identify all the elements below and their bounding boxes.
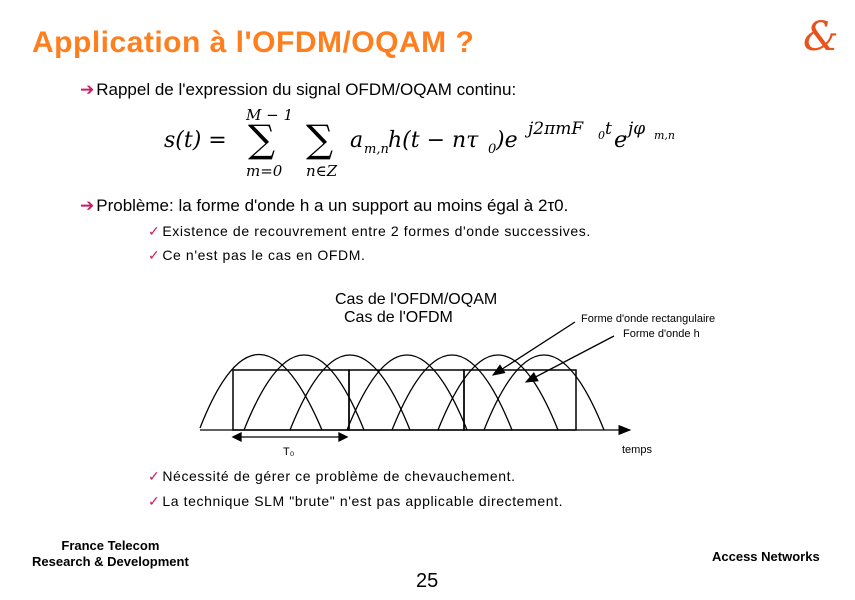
label-tau0: T₀ [283,446,295,458]
formula-a: a [350,128,364,153]
formula-exp1-t: t [605,119,612,139]
svg-text:∑: ∑ [306,117,334,161]
arrow-h-pointer [526,336,614,382]
bullet-rappel-text: Rappel de l'expression du signal OFDM/OQAM continu: [96,80,517,99]
check-icon: ✓ [148,223,161,239]
formula-a-sub: m,n [364,142,389,157]
label-h-waveform: Forme d'onde h [623,328,700,340]
page-title: Application à l'OFDM/OQAM ? [32,26,475,59]
label-rect-waveform: Forme d'onde rectangulaire [581,313,716,325]
sub-bullet-3-text: Nécessité de gérer ce problème de chevauchement. [162,468,516,484]
check-icon: ✓ [148,247,161,263]
formula-exp2: jφ [628,119,646,139]
formula-lhs: s(t) = [164,128,227,153]
formula-sum2-bottom: n∈Z [306,162,338,180]
formula-e2: e [614,128,628,153]
formula-sum1-bottom: m=0 [246,162,283,180]
arrow-bullet-icon: ➔ [80,196,95,215]
footer-access-networks: Access Networks [712,549,820,564]
sub-bullet-3 [148,468,516,485]
arrow-rect-pointer [493,322,575,375]
page-number: 25 [416,570,439,592]
sub-bullet-1-text: Existence de recouvrement entre 2 formes d'onde successives. [162,223,591,239]
formula-h-close: )e [496,128,518,153]
formula-h: h(t − nτ [388,128,479,153]
footer-company-line1: France Telecom [61,538,160,553]
formula-exp2-sub: m,n [654,129,676,142]
label-ofdm: Cas de l'OFDM [344,309,453,326]
logo-ampersand: & [803,14,839,60]
h-waveform-5 [392,355,512,430]
sub-bullet-2-text: Ce n'est pas le cas en OFDM. [162,247,366,263]
formula-exp1-sub: 0 [598,129,605,142]
h-waveform-4 [347,355,467,430]
formula-h-sub: 0 [488,142,497,157]
h-waveform-7 [484,355,604,430]
footer-company [32,538,189,570]
check-icon: ✓ [148,468,161,484]
h-waveform-3 [290,355,410,430]
label-temps: temps [622,444,652,456]
h-waveform-6 [438,355,558,430]
svg-text:∑: ∑ [248,117,276,161]
bullet-probleme-text: Problème: la forme d'onde h a un support au moins égal à 2τ0. [96,196,569,215]
footer-company-line2: Research & Development [32,554,189,569]
sub-bullet-4 [148,493,563,510]
formula-sum1-top: M − 1 [246,106,294,124]
check-icon: ✓ [148,493,161,509]
formula-exp1: j2πmF [528,119,584,139]
label-oqam: Cas de l'OFDM/OQAM [335,291,498,308]
rect-pulse-3 [464,370,576,430]
rect-pulse-1 [233,370,349,430]
arrow-bullet-icon: ➔ [80,80,95,99]
sub-bullet-4-text: La technique SLM "brute" n'est pas applicable directement. [162,493,564,509]
